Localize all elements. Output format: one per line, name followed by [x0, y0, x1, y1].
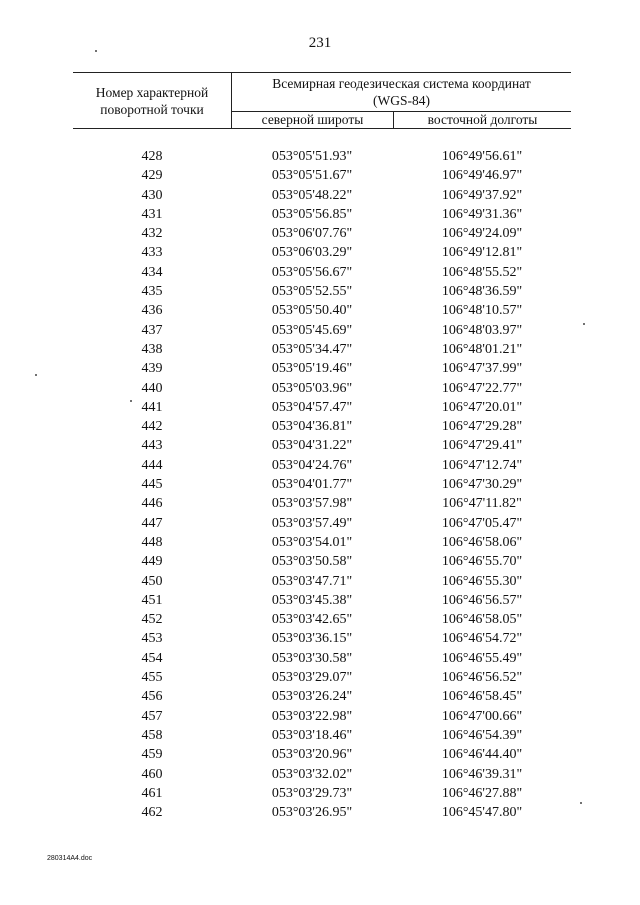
longitude-cell: 106°46'27.88" — [441, 785, 523, 801]
table-body — [73, 147, 571, 822]
table-row — [73, 417, 571, 436]
point-number-cell: 438 — [141, 341, 163, 357]
point-number-cell: 440 — [141, 380, 163, 396]
longitude-cell: 106°46'54.39" — [441, 727, 523, 743]
longitude-cell: 106°46'55.70" — [441, 554, 523, 570]
point-number-cell: 443 — [141, 438, 163, 454]
latitude-cell: 053°03'26.95" — [271, 805, 353, 821]
longitude-cell: 106°47'11.82" — [442, 496, 522, 512]
point-number-cell: 461 — [141, 785, 163, 801]
latitude-cell: 053°03'57.98" — [271, 496, 353, 512]
longitude-cell: 106°46'58.06" — [441, 534, 523, 550]
point-number-cell: 459 — [141, 747, 163, 763]
point-number-cell: 444 — [141, 457, 163, 473]
longitude-cell: 106°47'05.47" — [441, 515, 523, 531]
longitude-cell: 106°49'31.36" — [441, 206, 523, 222]
longitude-cell: 106°46'39.31" — [441, 766, 523, 782]
point-number-cell: 455 — [141, 670, 163, 686]
table-row — [73, 591, 571, 610]
latitude-cell: 053°03'45.38" — [271, 592, 353, 608]
latitude-cell: 053°05'51.93" — [271, 149, 353, 164]
point-number-cell: 456 — [141, 689, 163, 705]
table-row — [73, 803, 571, 822]
scan-speck — [35, 374, 37, 376]
point-number-cell: 460 — [141, 766, 163, 782]
table-row — [73, 552, 571, 571]
header-latitude: северной широты — [261, 112, 364, 127]
longitude-cell: 106°49'24.09" — [441, 226, 523, 242]
table-row — [73, 205, 571, 224]
latitude-cell: 053°05'56.85" — [271, 206, 353, 222]
longitude-cell: 106°48'03.97" — [441, 322, 523, 338]
table-row — [73, 765, 571, 784]
latitude-cell: 053°04'24.76" — [271, 457, 353, 473]
table-row — [73, 745, 571, 764]
point-number-cell: 432 — [141, 226, 163, 242]
longitude-cell: 106°47'29.28" — [441, 419, 523, 435]
point-number-cell: 437 — [141, 322, 163, 338]
point-number-cell: 462 — [141, 805, 163, 821]
latitude-cell: 053°05'56.67" — [271, 264, 353, 280]
page-number: 231 — [308, 35, 332, 51]
longitude-cell: 106°46'58.45" — [441, 689, 523, 705]
coordinates-table — [73, 72, 571, 822]
point-number-cell: 454 — [141, 650, 163, 666]
longitude-cell: 106°48'10.57" — [441, 303, 523, 319]
point-number-cell: 450 — [141, 573, 163, 589]
longitude-cell: 106°47'22.77" — [441, 380, 523, 396]
table-row — [73, 436, 571, 455]
table-row — [73, 301, 571, 320]
latitude-cell: 053°03'30.58" — [271, 650, 353, 666]
longitude-cell: 106°47'37.99" — [441, 361, 523, 377]
point-number-cell: 434 — [141, 264, 163, 280]
point-number-cell: 449 — [141, 554, 163, 570]
table-row — [73, 572, 571, 591]
longitude-cell: 106°46'56.52" — [441, 670, 523, 686]
table-row — [73, 340, 571, 359]
point-number-cell: 452 — [141, 612, 163, 628]
table-row — [73, 379, 571, 398]
latitude-cell: 053°03'36.15" — [271, 631, 353, 647]
point-number-cell: 457 — [141, 708, 163, 724]
longitude-cell: 106°47'00.66" — [441, 708, 523, 724]
longitude-cell: 106°46'54.72" — [441, 631, 523, 647]
table-row — [73, 186, 571, 205]
longitude-cell: 106°49'56.61" — [441, 149, 523, 164]
point-number-cell: 431 — [141, 206, 163, 222]
table-row — [73, 456, 571, 475]
footer-filename: 280314A4.doc — [47, 855, 93, 862]
table-row — [73, 321, 571, 340]
latitude-cell: 053°05'50.40" — [271, 303, 353, 319]
table-row — [73, 707, 571, 726]
point-number-cell: 442 — [141, 419, 163, 435]
table-row — [73, 649, 571, 668]
header-point-number — [73, 73, 231, 128]
latitude-cell: 053°03'20.96" — [271, 747, 353, 763]
table-row — [73, 610, 571, 629]
scan-speck — [580, 802, 582, 804]
table-row — [73, 263, 571, 282]
longitude-cell: 106°46'58.05" — [441, 612, 523, 628]
scan-speck — [95, 50, 97, 52]
table-row — [73, 687, 571, 706]
table-row — [73, 514, 571, 533]
point-number-cell: 439 — [141, 361, 163, 377]
longitude-cell: 106°49'37.92" — [441, 187, 523, 203]
latitude-cell: 053°03'18.46" — [271, 727, 353, 743]
table-row — [73, 784, 571, 803]
point-number-cell: 436 — [141, 303, 163, 319]
latitude-cell: 053°05'52.55" — [271, 284, 353, 300]
point-number-cell: 453 — [141, 631, 163, 647]
header-coordinate-system-line2: (WGS-84) — [373, 93, 430, 108]
latitude-cell: 053°03'22.98" — [271, 708, 353, 724]
latitude-cell: 053°05'34.47" — [271, 341, 353, 357]
point-number-cell: 446 — [141, 496, 163, 512]
table-row — [73, 398, 571, 417]
longitude-cell: 106°46'44.40" — [441, 747, 523, 763]
longitude-cell: 106°47'30.29" — [441, 477, 523, 493]
table-row — [73, 147, 571, 166]
point-number-cell: 458 — [141, 727, 163, 743]
table-header — [73, 72, 571, 129]
scan-speck — [583, 323, 585, 325]
point-number-cell: 429 — [141, 168, 163, 184]
longitude-cell: 106°47'12.74" — [441, 457, 523, 473]
table-row — [73, 166, 571, 185]
latitude-cell: 053°03'50.58" — [271, 554, 353, 570]
table-row — [73, 359, 571, 378]
longitude-cell: 106°48'01.21" — [441, 341, 523, 357]
header-longitude: восточной долготы — [427, 112, 538, 127]
longitude-cell: 106°49'46.97" — [441, 168, 523, 184]
latitude-cell: 053°06'07.76" — [271, 226, 353, 242]
longitude-cell: 106°46'55.30" — [441, 573, 523, 589]
latitude-cell: 053°04'31.22" — [271, 438, 353, 454]
point-number-cell: 428 — [141, 149, 163, 164]
latitude-cell: 053°03'54.01" — [271, 534, 353, 550]
latitude-cell: 053°03'26.24" — [271, 689, 353, 705]
table-row — [73, 494, 571, 513]
header-point-number-line2: поворотной точки — [100, 101, 204, 117]
header-coordinate-system-line1: Всемирная геодезическая система координат — [272, 76, 531, 91]
latitude-cell: 053°05'48.22" — [271, 187, 353, 203]
point-number-cell: 433 — [141, 245, 163, 261]
point-number-cell: 435 — [141, 284, 163, 300]
longitude-cell: 106°48'55.52" — [441, 264, 523, 280]
table-row — [73, 243, 571, 262]
latitude-cell: 053°03'29.73" — [271, 785, 353, 801]
latitude-cell: 053°03'32.02" — [271, 766, 353, 782]
latitude-cell: 053°04'01.77" — [271, 477, 353, 493]
header-point-number-line1: Номер характерной — [95, 84, 209, 100]
point-number-cell: 448 — [141, 534, 163, 550]
table-row — [73, 629, 571, 648]
longitude-cell: 106°47'20.01" — [441, 399, 523, 415]
table-row — [73, 475, 571, 494]
latitude-cell: 053°03'47.71" — [271, 573, 353, 589]
latitude-cell: 053°05'51.67" — [271, 168, 353, 184]
longitude-cell: 106°47'29.41" — [441, 438, 523, 454]
point-number-cell: 441 — [141, 399, 163, 415]
table-row — [73, 533, 571, 552]
point-number-cell: 451 — [141, 592, 163, 608]
table-row — [73, 668, 571, 687]
latitude-cell: 053°04'57.47" — [271, 399, 353, 415]
point-number-cell: 447 — [141, 515, 163, 531]
table-row — [73, 224, 571, 243]
point-number-cell: 445 — [141, 477, 163, 493]
latitude-cell: 053°03'29.07" — [271, 670, 353, 686]
header-coordinate-system — [232, 73, 571, 112]
scan-speck — [130, 400, 132, 402]
latitude-cell: 053°05'03.96" — [271, 380, 353, 396]
latitude-cell: 053°03'57.49" — [271, 515, 353, 531]
longitude-cell: 106°45'47.80" — [441, 805, 523, 821]
longitude-cell: 106°49'12.81" — [441, 245, 523, 261]
longitude-cell: 106°48'36.59" — [441, 284, 523, 300]
latitude-cell: 053°04'36.81" — [271, 419, 353, 435]
table-row — [73, 726, 571, 745]
point-number-cell: 430 — [141, 187, 163, 203]
latitude-cell: 053°05'19.46" — [271, 361, 353, 377]
latitude-cell: 053°05'45.69" — [271, 322, 353, 338]
latitude-cell: 053°03'42.65" — [271, 612, 353, 628]
longitude-cell: 106°46'55.49" — [441, 650, 523, 666]
latitude-cell: 053°06'03.29" — [271, 245, 353, 261]
longitude-cell: 106°46'56.57" — [441, 592, 523, 608]
table-row — [73, 282, 571, 301]
